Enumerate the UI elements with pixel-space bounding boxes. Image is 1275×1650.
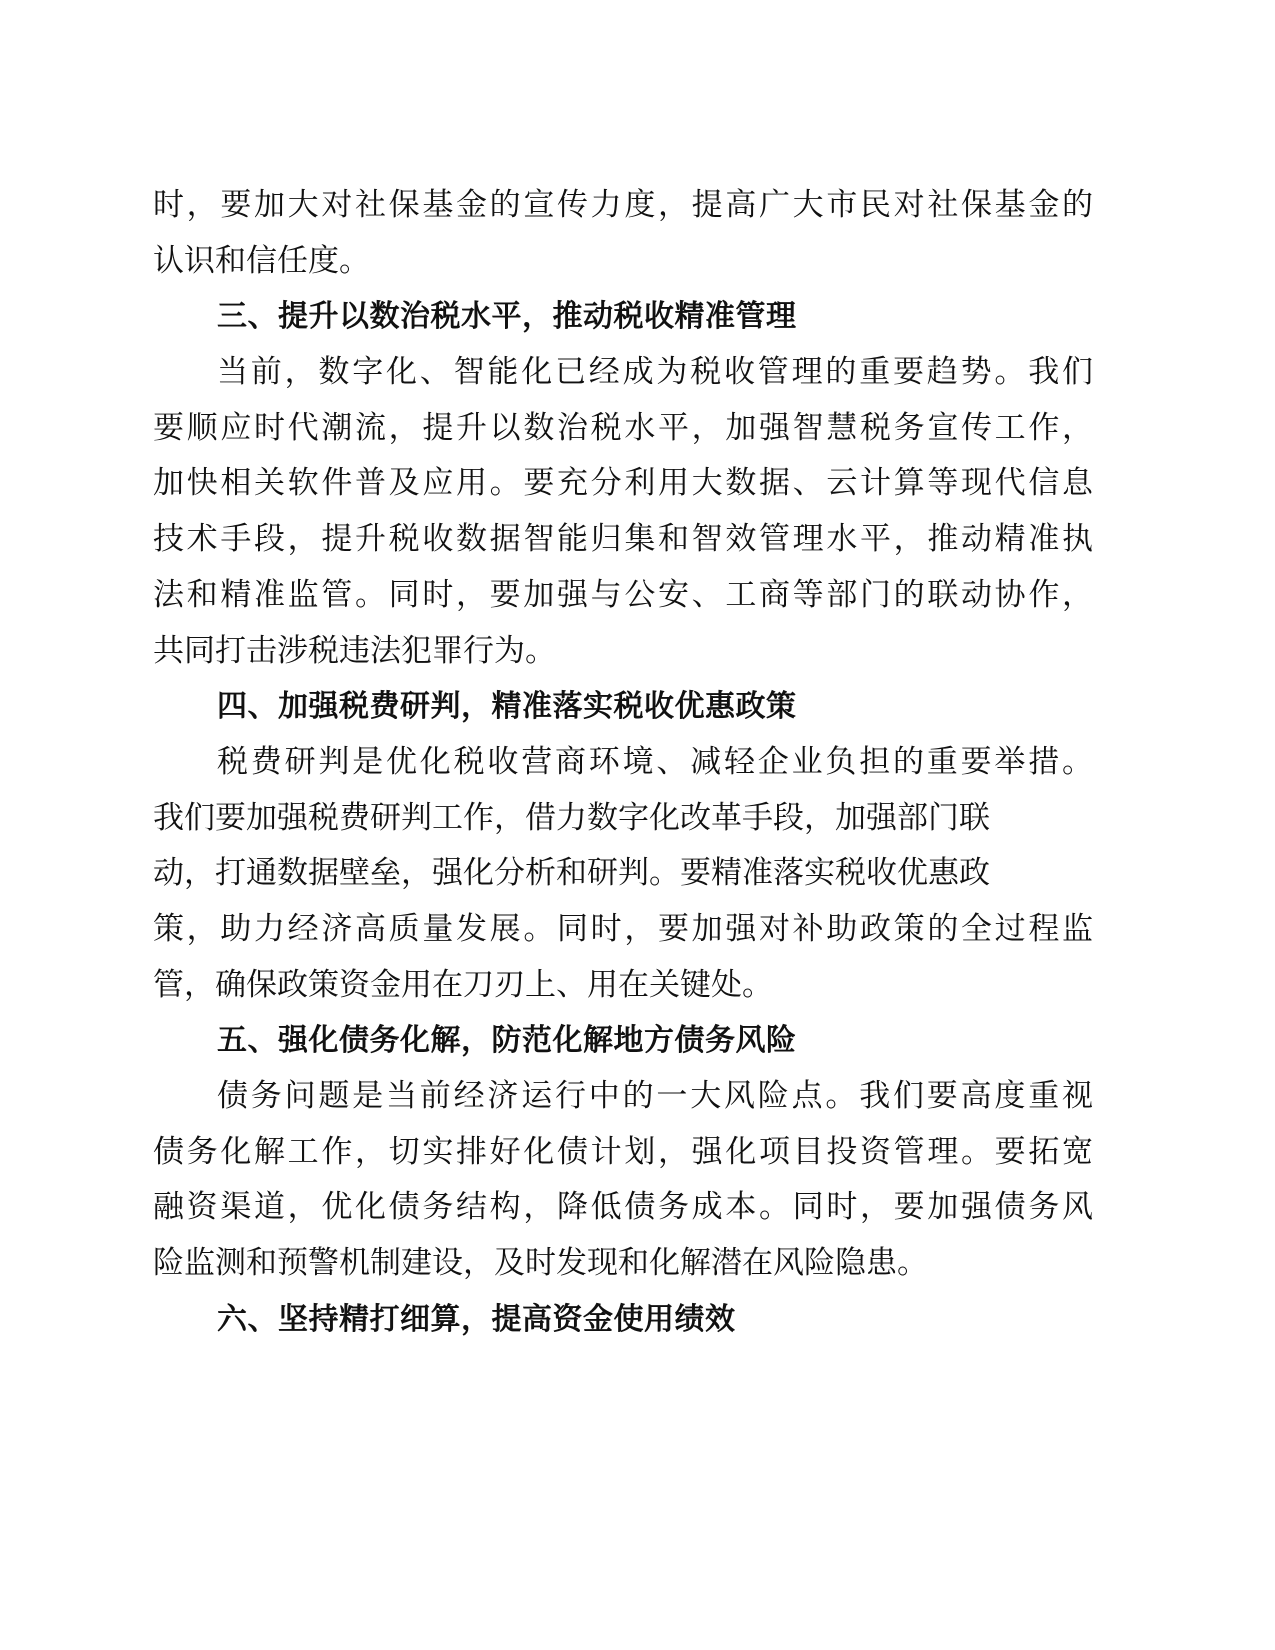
body-line: 加快相关软件普及应用。要充分利用大数据、云计算等现代信息 (153, 465, 1093, 502)
document-body (153, 178, 1093, 1347)
body-line: 认识和信任度。 (153, 242, 370, 279)
body-line: 法和精准监管。同时，要加强与公安、工商等部门的联动协作， (153, 576, 1093, 613)
body-line: 要顺应时代潮流，提升以数治税水平，加强智慧税务宣传工作， (153, 409, 1093, 446)
section-heading-4: 四、加强税费研判，精准落实税收优惠政策 (217, 689, 797, 725)
body-line: 时，要加大对社保基金的宣传力度，提高广大市民对社保基金的 (153, 187, 1093, 223)
body-line: 融资渠道，优化债务结构，降低债务成本。同时，要加强债务风 (153, 1189, 1093, 1226)
body-line: 税费研判是优化税收营商环境、减轻企业负担的重要举措。 (217, 743, 1093, 780)
body-line: 策，助力经济高质量发展。同时，要加强对补助政策的全过程监 (153, 910, 1093, 947)
body-line: 管，确保政策资金用在刀刃上、用在关键处。 (153, 966, 773, 1003)
section-heading-3: 三、提升以数治税水平，推动税收精准管理 (217, 299, 797, 335)
body-line: 险监测和预警机制建设，及时发现和化解潜在风险隐患。 (153, 1245, 928, 1282)
body-line: 技术手段，提升税收数据智能归集和智效管理水平，推动精准执 (153, 521, 1093, 558)
body-line: 当前，数字化、智能化已经成为税收管理的重要趋势。我们 (217, 354, 1093, 391)
body-line: 动，打通数据壁垒，强化分析和研判。要精准落实税收优惠政 (153, 855, 990, 892)
section-heading-5: 五、强化债务化解，防范化解地方债务风险 (217, 1023, 797, 1059)
body-line: 共同打击涉税违法犯罪行为。 (153, 632, 556, 669)
body-line: 债务化解工作，切实排好化债计划，强化项目投资管理。要拓宽 (153, 1133, 1093, 1170)
body-line: 债务问题是当前经济运行中的一大风险点。我们要高度重视 (217, 1078, 1093, 1114)
section-heading-6: 六、坚持精打细算，提高资金使用绩效 (217, 1301, 736, 1337)
body-line: 我们要加强税费研判工作，借力数字化改革手段，加强部门联 (153, 799, 990, 836)
